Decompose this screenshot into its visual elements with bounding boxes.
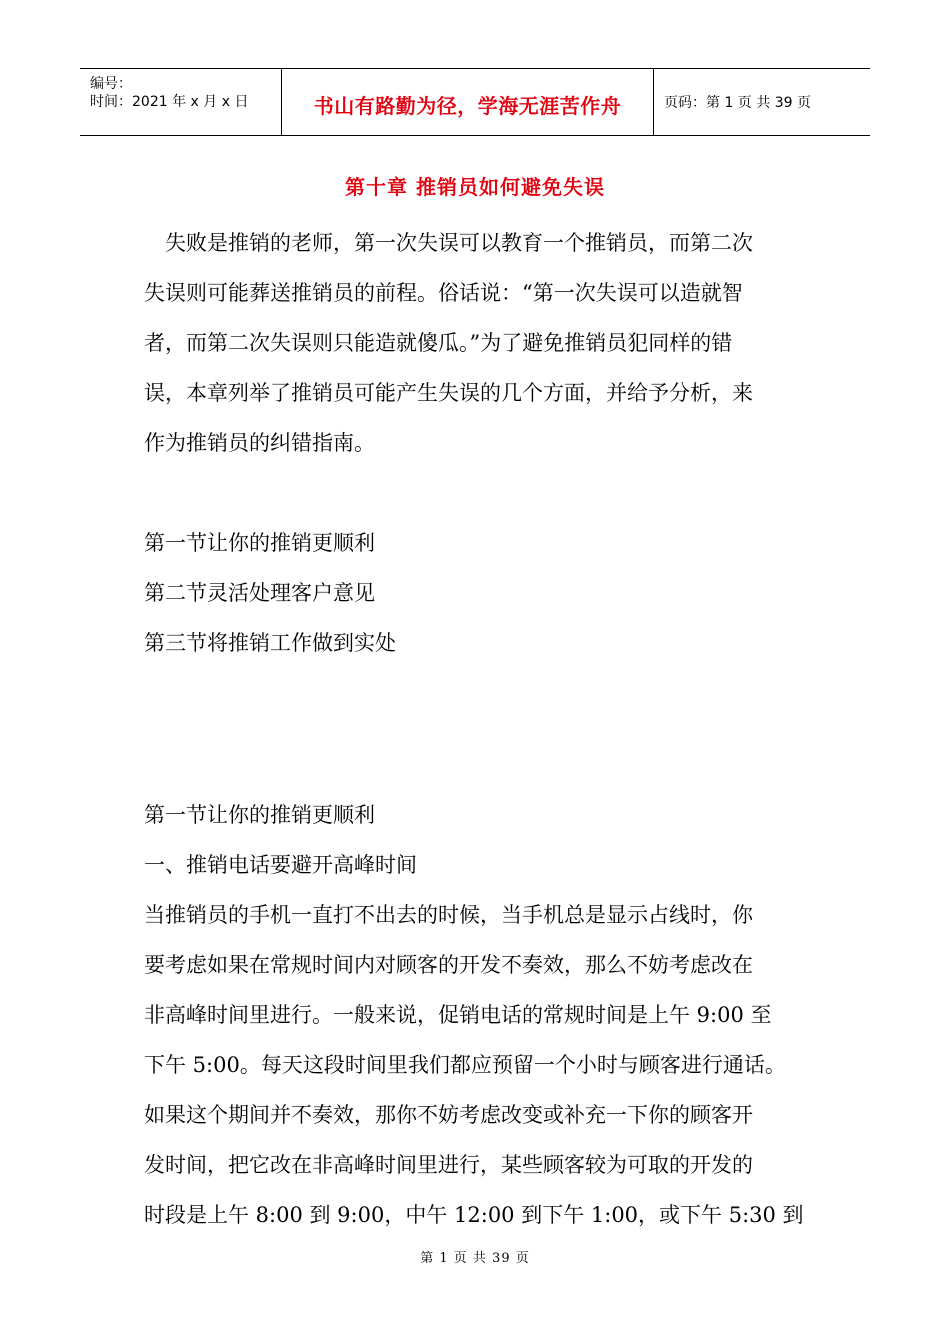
spacer — [144, 668, 816, 790]
body-line: 时段是上午 8:00 到 9:00，中午 12:00 到下午 1:00，或下午 5:30 到 — [144, 1203, 804, 1227]
body-line: 发时间，把它改在非高峰时间里进行，某些顾客较为可取的开发的 — [144, 1153, 753, 1177]
intro-line: 误，本章列举了推销员可能产生失误的几个方面，并给予分析，来 — [144, 381, 753, 405]
motto-text: 书山有路勤为径，学海无涯苦作舟 — [313, 93, 622, 118]
intro-line: 者，而第二次失误则只能造就傻瓜。”为了避免推销员犯同样的错 — [144, 331, 733, 355]
time-label: 时间：2021 年 x 月 x 日 — [90, 94, 249, 110]
subsection-heading: 一、推销电话要避开高峰时间 — [144, 853, 417, 877]
page-footer: 第 1 页 共 39 页 — [420, 1251, 530, 1266]
header-table — [80, 68, 870, 136]
page-label: 页码：第 1 页 共 39 页 — [664, 95, 811, 111]
table-of-contents — [144, 518, 816, 668]
intro-line: 失败是推销的老师，第一次失误可以教育一个推销员，而第二次 — [165, 231, 753, 255]
header-meta-cell — [80, 69, 282, 135]
body-paragraph — [144, 890, 816, 1240]
header-motto-cell — [282, 69, 654, 135]
document-body — [144, 218, 816, 1240]
intro-line: 作为推销员的纠错指南。 — [144, 431, 375, 455]
spacer — [144, 468, 816, 518]
toc-item: 第一节让你的推销更顺利 — [144, 531, 375, 555]
header-page-cell — [654, 69, 870, 135]
section-heading: 第一节让你的推销更顺利 — [144, 803, 375, 827]
body-line: 如果这个期间并不奏效，那你不妨考虑改变或补充一下你的顾客开 — [144, 1103, 753, 1127]
intro-line: 失误则可能葬送推销员的前程。俗话说：“第一次失误可以造就智 — [144, 281, 743, 305]
toc-item: 第二节灵活处理客户意见 — [144, 581, 375, 605]
number-label: 编号： — [90, 76, 132, 92]
toc-item: 第三节将推销工作做到实处 — [144, 631, 396, 655]
body-line: 非高峰时间里进行。一般来说，促销电话的常规时间是上午 9:00 至 — [144, 1003, 772, 1027]
chapter-title: 第十章 推销员如何避免失误 — [345, 175, 605, 199]
body-line: 当推销员的手机一直打不出去的时候，当手机总是显示占线时，你 — [144, 903, 753, 927]
intro-paragraph — [144, 218, 816, 468]
body-line: 下午 5:00。每天这段时间里我们都应预留一个小时与顾客进行通话。 — [144, 1053, 786, 1077]
body-line: 要考虑如果在常规时间内对顾客的开发不奏效，那么不妨考虑改在 — [144, 953, 753, 977]
